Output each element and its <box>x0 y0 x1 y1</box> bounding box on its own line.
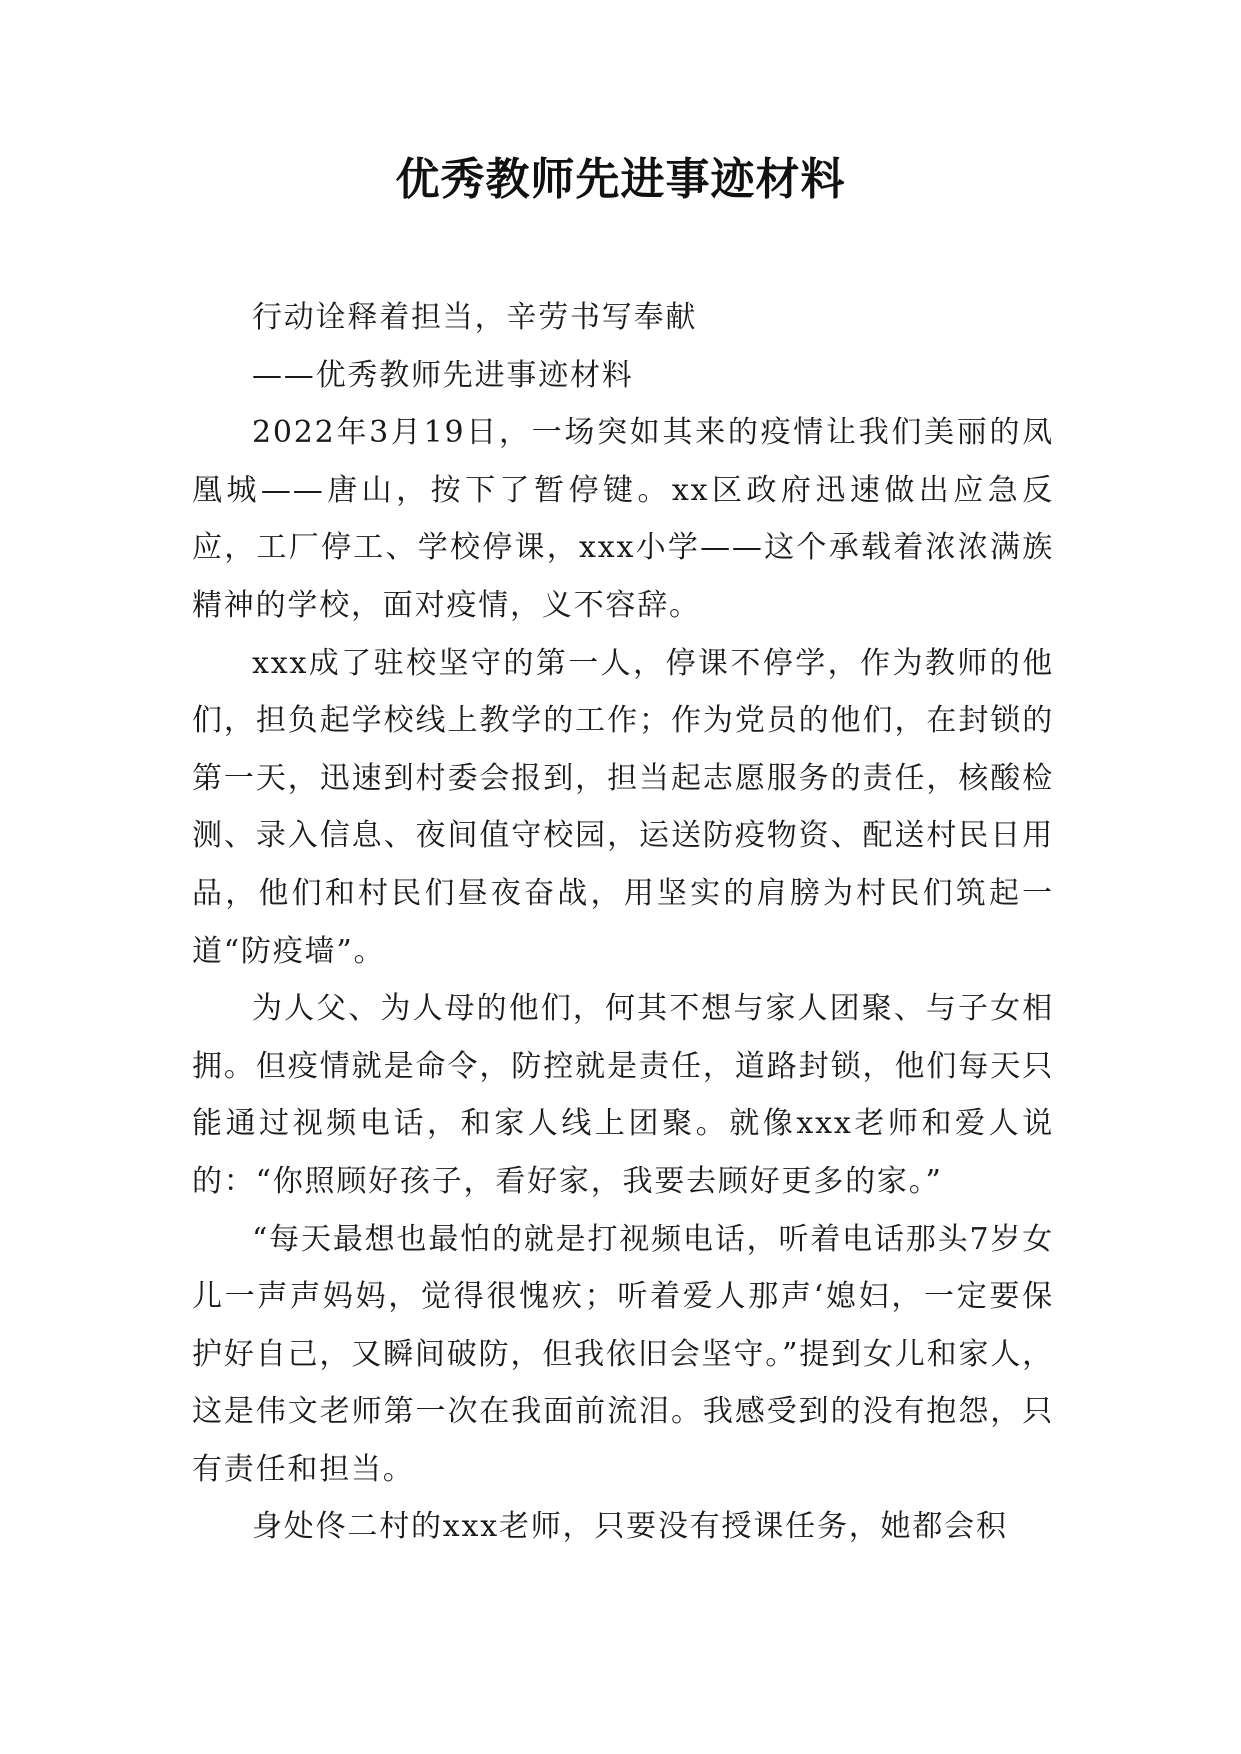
subtitle-line: 行动诠释着担当，辛劳书写奉献 <box>252 300 698 335</box>
paragraph: xxx成了驻校坚守的第一人，停课不停学，作为教师的他们，担负起学校线上教学的工作；作为党员的他们，在封锁的第一天，迅速到村委会报到，担当起志愿服务的责任，核酸检测、录入信息、夜间值守校园，运送防疫物资、配送村民日用品，他们和村民们昼夜奋战，用坚实的肩膀为村民们筑起一道“防疫墙”。 <box>192 645 1054 969</box>
subtitle-byline: ——优秀教师先进事迹材料 <box>252 357 634 393</box>
paragraph: “每天最想也最怕的就是打视频电话，听着电话那头7岁女儿一声声妈妈，觉得很愧疚；听着爱人那声‘媳妇，一定要保护好自己，又瞬间破防，但我依旧会坚守。”提到女儿和家人，这是伟文老师第一次在我面前流泪。我感受到的没有抱怨，只有责任和担当。 <box>192 1221 1054 1487</box>
paragraph: 为人父、为人母的他们，何其不想与家人团聚、与子女相拥。但疫情就是命令，防控就是责任，道路封锁，他们每天只能通过视频电话，和家人线上团聚。就像xxx老师和爱人说的：“你照顾好孩子，看好家，我要去顾好更多的家。” <box>192 991 1054 1199</box>
paragraph: 身处佟二村的xxx老师，只要没有授课任务，她都会积 <box>252 1509 1008 1545</box>
document-title: 优秀教师先进事迹材料 <box>395 154 846 205</box>
document-body <box>192 289 1054 1556</box>
paragraph: 2022年3月19日，一场突如其来的疫情让我们美丽的凤凰城——唐山，按下了暂停键。xx区政府迅速做出应急反应，工厂停工、学校停课，xxx小学——这个承载着浓浓满族精神的学校，面对疫情，义不容辞。 <box>192 415 1054 623</box>
